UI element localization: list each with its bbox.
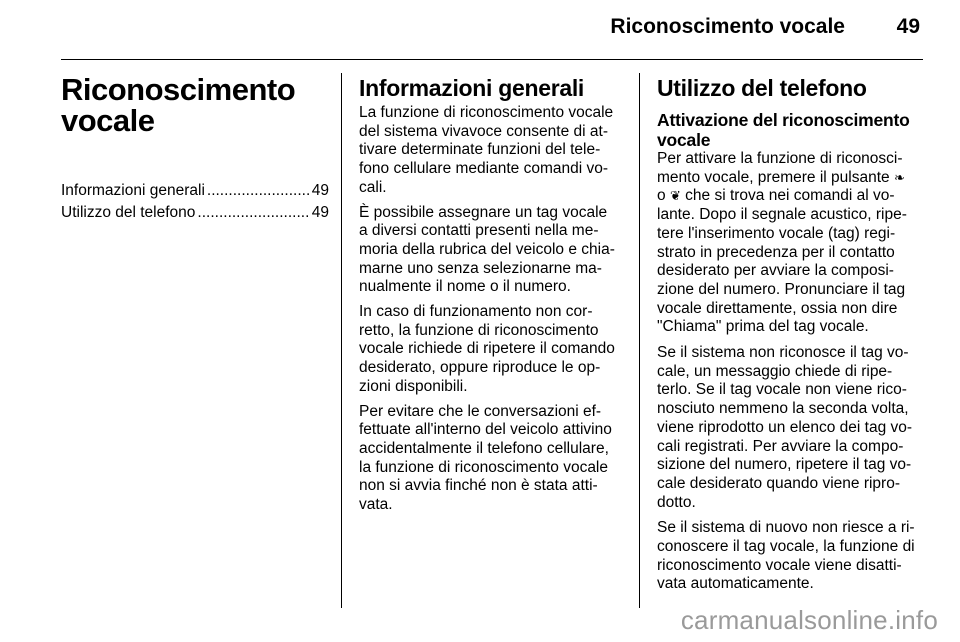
column-divider-right — [639, 73, 640, 608]
column-divider-left — [341, 73, 342, 608]
toc-leader-dots — [197, 202, 309, 223]
chapter-title: Riconoscimento vocale — [61, 72, 296, 138]
header-rule — [61, 59, 923, 60]
phone-usage-column — [657, 74, 923, 601]
chapter-sidebar — [61, 74, 329, 224]
general-info-column — [359, 74, 625, 521]
paragraph: La funzione di riconoscimento vocale del sistema vivavoce consente di at- tivare determinate funzioni del tele- fono cellulare mediante comandi vo- cali. — [359, 104, 614, 196]
section-title-general: Informazioni generali — [359, 75, 585, 101]
toc-entry-general[interactable] — [61, 180, 329, 201]
page-number: 49 — [896, 15, 920, 38]
section-title-phone: Utilizzo del telefono — [657, 75, 867, 101]
page-header-title: Riconoscimento vocale — [610, 15, 845, 38]
toc-label: Informazioni generali — [61, 182, 205, 199]
paragraph: Per attivare la funzione di riconosci- mento vocale, premere il pulsante ❧ o ❦ che si trova nei comandi al vo- lante. Dopo il segnale acustico, ripe- tere l'inserimento vocale (tag) regi- strato in precedenza per il contatto desiderato per avviare la composi- zione del numero. Pronunciare il tag vocale direttamente, ossia non dire "Chiama" prima del tag vocale. — [657, 150, 907, 336]
toc-leader-dots — [207, 180, 310, 201]
subsection-title: Attivazione del riconoscimento vocale — [657, 110, 910, 150]
voice-steering-button-icon: ❦ — [669, 188, 681, 204]
paragraph: Se il sistema di nuovo non riesce a ri- conoscere il tag vocale, la funzione di riconoscimento vocale viene disatti- vata automaticamente. — [657, 519, 915, 593]
voice-button-icon: ❧ — [893, 169, 905, 185]
toc-label: Utilizzo del telefono — [61, 204, 196, 221]
paragraph: È possibile assegnare un tag vocale a diversi contatti presenti nella me- moria della rubrica del veicolo e chia- marne uno senza selezionarne ma- nualmente il nome o il numero. — [359, 203, 615, 296]
toc-page: 49 — [311, 204, 329, 221]
watermark: carmanualsonline.info — [680, 605, 938, 635]
paragraph: In caso di funzionamento non cor- retto, la funzione di riconoscimento vocale richiede di ripetere il comando desiderato, oppure riproduce le op- zioni disponibili. — [359, 303, 615, 395]
toc-page: 49 — [311, 182, 329, 199]
paragraph: Per evitare che le conversazioni ef- fettuate all'interno del veicolo attivino accidentalmente il telefono cellulare, la funzione di riconoscimento vocale non si avvia finché non è stata atti- vata. — [359, 402, 612, 514]
toc-entry-phone[interactable] — [61, 202, 329, 223]
paragraph: Se il sistema non riconosce il tag vo- cale, un messaggio chiede di ripe- terlo. Se il tag vocale non viene rico- nosciuto nemmeno la seconda volta, viene riprodotto un elenco dei tag vo- cali registrati. Per avviare la compo- sizione del numero, ripetere il tag vo- cale desiderato quando viene ripro- dotto. — [657, 344, 913, 511]
